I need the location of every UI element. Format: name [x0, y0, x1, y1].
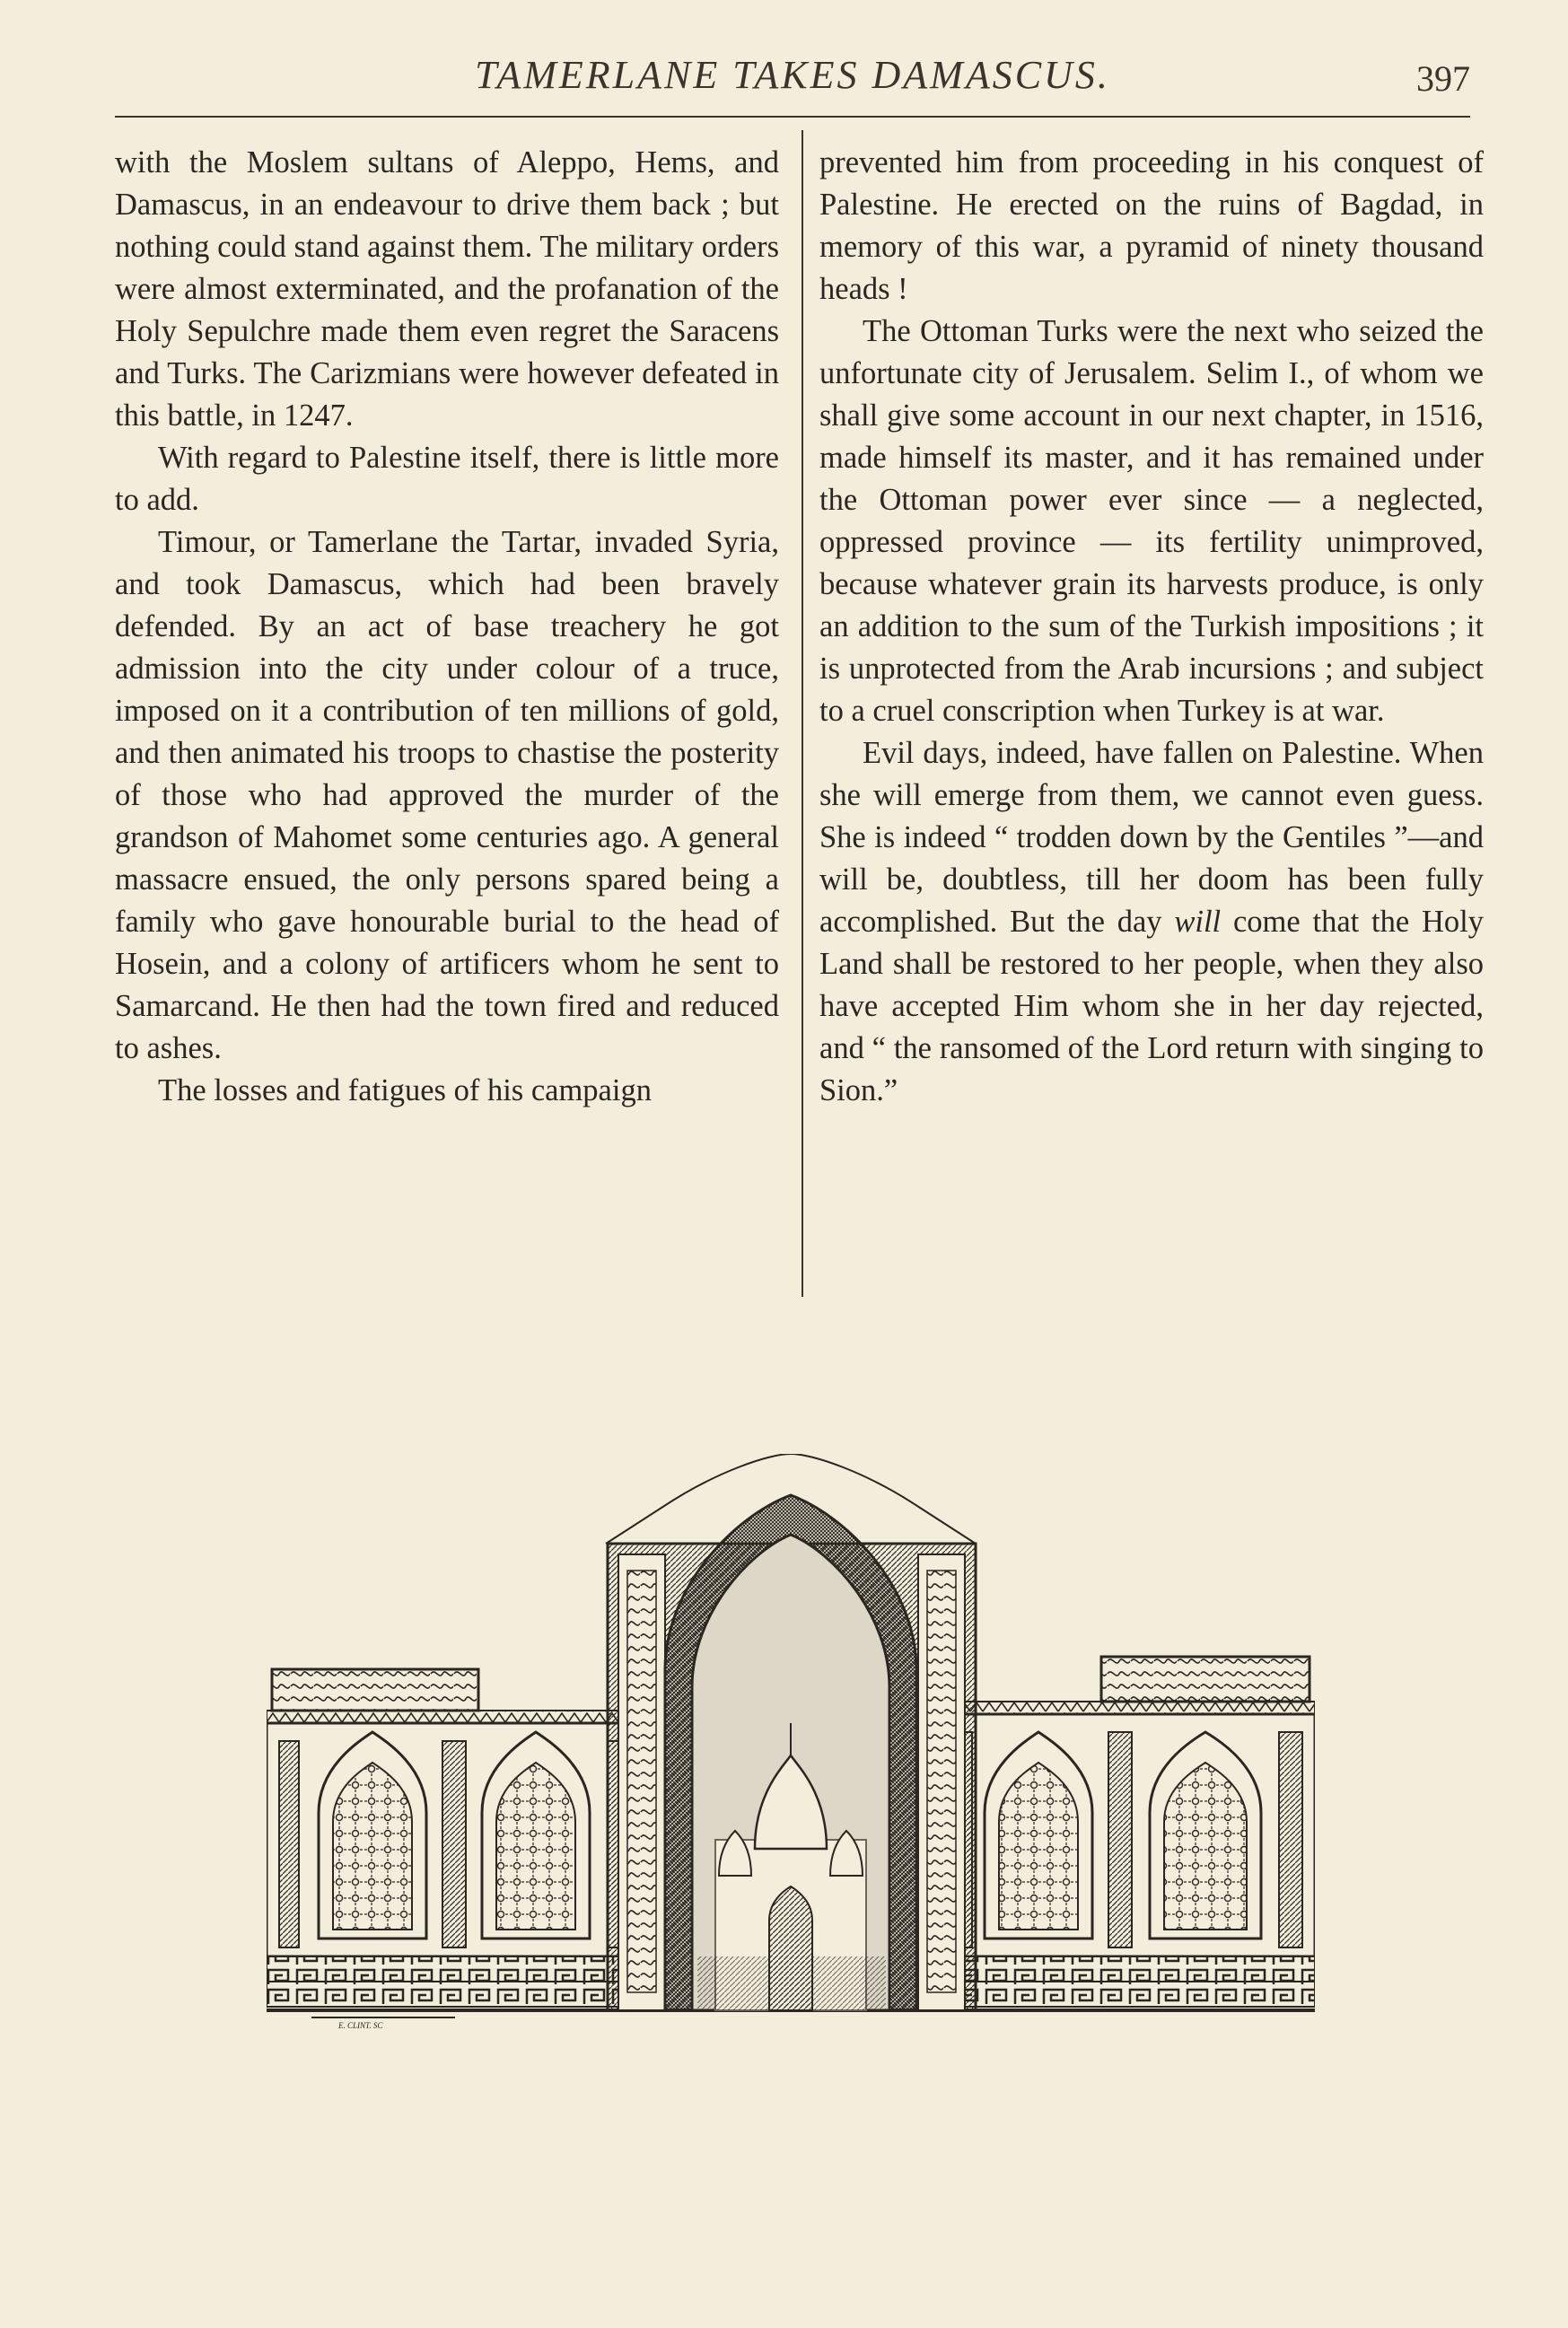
right-paragraph-3-start: Evil days, indeed, have fallen on Palestine. When she will emerge from them, we cannot even guess. She is indeed “ trodden down by the Gentiles ”—and will be, doubtless, till her doom has been fully accomplished. But the day — [819, 736, 1484, 939]
running-title: TAMERLANE TAKES DAMASCUS. — [475, 53, 1110, 97]
right-paragraph-3-end: come that the Holy Land shall be restored to her people, when they also have accepted Him whom she in her day rejected, and “ the ransomed of the Lord return with singing to Sion.” — [819, 905, 1484, 1107]
right-paragraph-2: The Ottoman Turks were the next who seized the unfortunate city of Jerusalem. Selim I., of whom we shall give some account in our next chapter, in 1516, made himself its master, and it has remained under the Ottoman power ever since — a neglected, oppressed province — its fertility unimproved, because whatever grain its harvests produce, is only an addition to the sum of the Turkish impositions ; it is unprotected from the Arab incursions ; and subject to a cruel conscription when Turkey is at war. — [819, 314, 1484, 728]
left-paragraph-1: with the Moslem sultans of Aleppo, Hems, and Damascus, in an endeavour to drive them back ; but nothing could stand against them. The military orders were almost exterminated, and the profanation of the Holy Sepulchre made them even regret the Saracens and Turks. The Carizmians were however defeated in this battle, in 1247. — [115, 145, 779, 433]
engraving-damascus-gate — [267, 1454, 1315, 2030]
left-column — [115, 142, 779, 1112]
engraving-svg — [267, 1454, 1315, 2030]
header-rule — [115, 116, 1470, 118]
right-column — [819, 142, 1484, 1112]
left-paragraph-4: The losses and fatigues of his campaign — [158, 1073, 652, 1107]
left-paragraph-2: With regard to Palestine itself, there is little more to add. — [115, 441, 779, 517]
column-divider — [802, 130, 803, 1297]
emphasis-will: will — [1174, 905, 1222, 939]
right-paragraph-3 — [819, 732, 1484, 1112]
engraver-signature: E. CLINT. SC — [338, 2021, 383, 2030]
left-paragraph-3: Timour, or Tamerlane the Tartar, invaded Syria, and took Damascus, which had been bravely defended. By an act of base treachery he got admission into the city under colour of a truce, imposed on it a contribution of ten millions of gold, and then animated his troops to chastise the posterity of those who had approved the murder of the grandson of Mahomet some centuries ago. A general massacre ensued, the only persons spared being a family who gave honourable burial to the head of Hosein, and a colony of artificers whom he sent to Samarcand. He then had the town fired and reduced to ashes. — [115, 525, 779, 1065]
right-window-2 — [1150, 1732, 1261, 1939]
page-number: 397 — [1416, 58, 1470, 99]
right-paragraph-1: prevented him from proceeding in his conquest of Palestine. He erected on the ruins of Bagdad, in memory of this war, a pyramid of ninety thousand heads ! — [819, 145, 1484, 306]
running-head — [115, 45, 1470, 108]
